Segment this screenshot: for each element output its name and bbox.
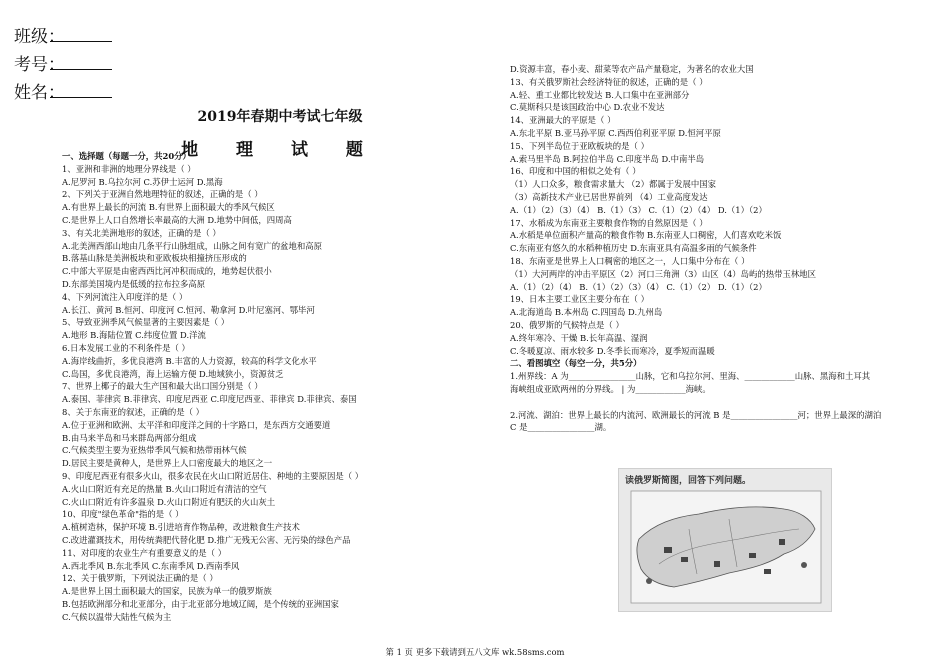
left-question-line: D.居民主要是黄种人，是世界上人口密度最大的地区之一 <box>62 458 273 469</box>
left-question-line: 9、印度尼西亚有很多火山，很多农民在火山口附近居住、种地的主要原因是（ ） <box>62 470 364 481</box>
right-question-line: A.北海道岛 B.本州岛 C.四国岛 D.九州岛 <box>510 307 663 318</box>
left-question-line: C.改进灌溉技术，用传统粪肥代替化肥 D.推广无残无公害、无污染的绿色产品 <box>62 534 351 545</box>
left-question-line: B.落基山脉是美洲板块和亚欧板块相撞挤压形成的 <box>62 253 247 264</box>
right-question-line: 2.河流、湖泊：世界上最长的内流河、欧洲最长的河流 B 是________________河；世界上最深的湖泊 <box>510 409 882 420</box>
class-blank[interactable] <box>50 41 112 42</box>
right-question-line: 16、印度和中国的相似之处有（ ） <box>510 166 641 177</box>
left-question-line: 一、选择题（每题一分，共20分） <box>62 151 191 161</box>
left-question-line: A.火山口附近有充足的热量 B.火山口附近有清洁的空气 <box>62 483 267 494</box>
left-question-line: 12、关于俄罗斯，下列说法正确的是（ ） <box>62 573 218 584</box>
right-question-line: 17、水稻成为东南亚主要粮食作物的自然原因是（ ） <box>510 217 708 228</box>
left-question-line: C.气候以温带大陆性气候为主 <box>62 611 172 622</box>
left-question-line: A.是世界上国土面积最大的国家，民族为单一的俄罗斯族 <box>62 586 272 597</box>
exam-no-label: 考号： <box>14 55 65 75</box>
right-question-line: A.终年寒冷、干燥 B.长年高温、湿润 <box>510 332 648 343</box>
name-blank[interactable] <box>50 97 112 98</box>
right-question-line: C.莫斯科只是该国政治中心 D.农业不发达 <box>510 102 665 113</box>
left-question-line: 8、关于东南亚的叙述，正确的是（ ） <box>62 406 204 417</box>
left-question-line: B.包括欧洲部分和北亚部分，由于北亚部分地域辽阔，是个传统的亚洲国家 <box>62 598 339 609</box>
left-question-line: C.气候类型主要为亚热带季风气候和热带雨林气候 <box>62 445 247 456</box>
left-question-line: A.植树造林，保护环境 B.引进培育作物品种，改进粮食生产技术 <box>62 522 300 533</box>
right-question-line <box>510 396 881 409</box>
left-question-line: A.地形 B.海陆位置 C.纬度位置 D.洋流 <box>62 330 206 341</box>
right-question-line: （1）大河两岸的冲击平原区（2）河口三角洲（3）山区（4）岛屿的热带玉林地区 <box>510 268 817 279</box>
right-question-line: （1）人口众多，粮食需求量大 （2）都属于发展中国家 <box>510 179 716 190</box>
left-question-line: 4、下列河流注入印度洋的是（ ） <box>62 291 188 302</box>
right-question-line: 二、看图填空（每空一分，共5分） <box>510 358 642 369</box>
right-question-line: A.水稻是单位面积产量高的粮食作物 B.东南亚人口稠密，人们喜欢吃米饭 <box>510 230 782 241</box>
right-question-line: （3）高新技术产业已居世界前列 （4）工业高度发达 <box>510 191 708 202</box>
right-question-line: A.东北平原 B.亚马孙平原 C.西西伯利亚平原 D.恒河平原 <box>510 127 721 138</box>
name-label: 姓名： <box>14 83 65 103</box>
russia-outline-icon <box>619 469 831 611</box>
left-question-line: C.火山口附近有许多温泉 D.火山口附近有肥沃的火山灰土 <box>62 496 276 507</box>
left-question-line: 6.日本发展工业的不利条件是（ ） <box>62 342 190 353</box>
left-question-line: A.西北季风 B.东北季风 C.东南季风 D.西南季风 <box>62 560 240 571</box>
left-question-line: A.长江、黄河 B.恒河、印度河 C.恒河、勒拿河 D.叶尼塞河、鄂毕河 <box>62 304 315 315</box>
right-question-line: 14、亚洲最大的平原是（ ） <box>510 115 616 126</box>
right-question-line: 19、日本主要工业区主要分布在（ ） <box>510 294 649 305</box>
left-question-line: 10、印度"绿色革命"指的是（ ） <box>62 509 184 520</box>
right-question-line: D.资源丰富，春小麦、甜菜等农产品产量稳定，为著名的农业大国 <box>510 64 754 74</box>
class-label: 班级： <box>14 27 65 47</box>
right-question-line: 20、俄罗斯的气候特点是（ ） <box>510 319 624 330</box>
left-question-line: 1、亚洲和非洲的地理分界线是（ ） <box>62 163 196 174</box>
left-question-line: 2、下列关于亚洲自然地理特征的叙述，正确的是（ ） <box>62 189 263 200</box>
left-question-line: 3、有关北美洲地形的叙述，正确的是（ ） <box>62 227 221 238</box>
left-question-line: 7、世界上椰子的最大生产国和最大出口国分别是（ ） <box>62 381 263 392</box>
right-question-line: A.（1）（2）（4） B.（1）（2）（3）（4） C.（1）（2） D.（1）（2） <box>510 281 767 292</box>
right-question-line: A.轻、重工业都比较发达 B.人口集中在亚洲部分 <box>510 89 690 100</box>
right-question-line: 13、有关俄罗斯社会经济特征的叙述，正确的是（ ） <box>510 76 708 87</box>
right-question-line: C 是________________湖。 <box>510 422 612 433</box>
right-question-line: A.索马里半岛 B.阿拉伯半岛 C.印度半岛 D.中南半岛 <box>510 153 705 164</box>
right-question-line: 海峡组成亚欧两州的分界线。 | 为____________海峡。 <box>510 383 711 394</box>
subject-title: 地 理 试 题 <box>181 140 379 160</box>
left-question-line: A.尼罗河 B.乌拉尔河 C.苏伊士运河 D.黑海 <box>62 176 223 187</box>
right-question-line: 1.州界线：A 为________________山脉，它和乌拉尔河、里海、____________山脉、黑海和土耳其 <box>510 371 871 382</box>
left-question-column <box>62 150 363 623</box>
left-question-line: D.东部美国境内是低缓的拉布拉多高原 <box>62 278 206 289</box>
left-question-line: C.岛国，多优良港湾，海上运输方便 D.地域狭小，资源贫乏 <box>62 368 284 379</box>
right-question-column <box>510 63 881 434</box>
left-question-line: A.有世界上最长的河流 B.有世界上面积最大的季风气候区 <box>62 202 275 213</box>
left-question-line: C.中部大平原是由密西西比河冲积而成的，地势起伏很小 <box>62 266 272 277</box>
page-footer: 第 1 页 更多下载请到五八文库 wk.58sms.com <box>385 647 565 657</box>
right-question-line: C.东南亚有悠久的水稻种植历史 D.东南亚具有高温多雨的气候条件 <box>510 243 757 254</box>
map-caption: 读俄罗斯简图，回答下列问题。 <box>625 476 752 486</box>
left-question-line: B.由马来半岛和马来群岛两部分组成 <box>62 432 197 443</box>
left-question-line: C.是世界上人口自然增长率最高的大洲 D.地势中间低，四周高 <box>62 214 292 225</box>
left-question-line: A.海岸线曲折，多优良港湾 B.丰富的人力资源，较高的科学文化水平 <box>62 355 317 366</box>
right-question-line: A.（1）（2）（3）（4） B.（1）（3） C.（1）（2）（4） D.（1）（2） <box>510 204 767 215</box>
left-question-line: A.北美洲西部山地由几条平行山脉组成，山脉之间有宽广的盆地和高原 <box>62 240 322 251</box>
exam-title: 2019年春期中考试七年级 <box>197 109 363 125</box>
left-question-line: A.泰国、菲律宾 B.菲律宾、印度尼西亚 C.印度尼西亚、菲律宾 D.菲律宾、泰国 <box>62 394 357 405</box>
right-question-line: C.冬暖夏凉、雨水较多 D.冬季长而寒冷，夏季短而温暖 <box>510 345 715 356</box>
left-question-line: 5、导致亚洲季风气候显著的主要因素是（ ） <box>62 317 230 328</box>
left-question-line: A.位于亚洲和欧洲、太平洋和印度洋之间的十字路口，是东西方交通要道 <box>62 419 331 430</box>
exam-no-blank[interactable] <box>50 69 112 70</box>
russia-map-image <box>618 468 832 612</box>
right-question-line: 18、东南亚是世界上人口稠密的地区之一，人口集中分布在（ ） <box>510 255 750 266</box>
left-question-line: 11、对印度的农业生产有重要意义的是（ ） <box>62 547 227 558</box>
right-question-line: 15、下列半岛位于亚欧板块的是（ ） <box>510 140 649 151</box>
